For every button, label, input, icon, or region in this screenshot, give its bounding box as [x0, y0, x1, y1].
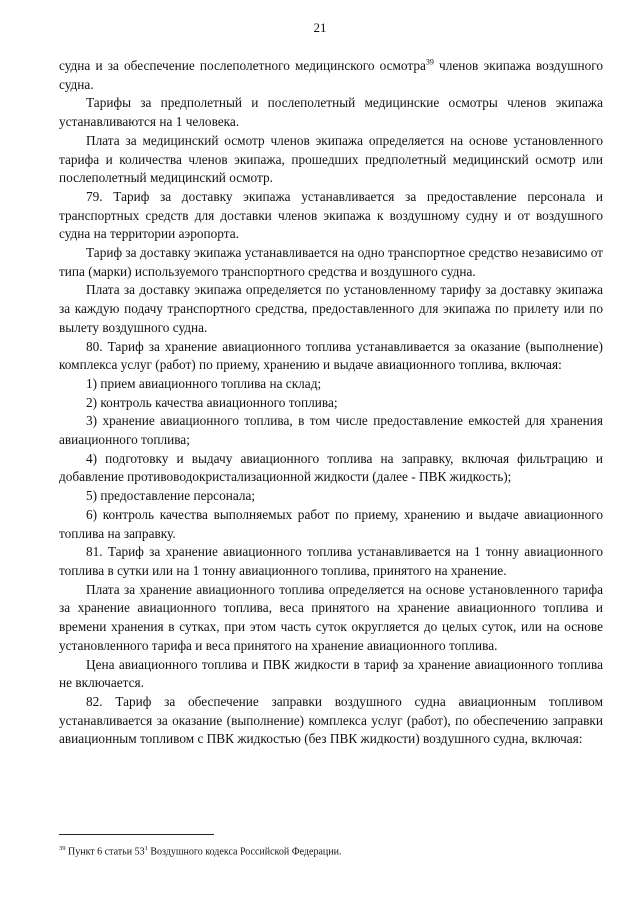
paragraph-item-79: 79. Тариф за доставку экипажа устанавливается за предоставление персонала и транспортных средств для доставки членов экипажа к воздушному судну и от воздушного судна на территории аэропорта. — [59, 188, 603, 242]
paragraph: Цена авиационного топлива и ПВК жидкости в тариф за хранение авиационного топлива не включается. — [59, 656, 603, 691]
footnote-text: Пункт 6 статьи 53 — [65, 846, 145, 858]
list-item: 5) предоставление персонала; — [86, 488, 256, 504]
body-text — [59, 57, 603, 749]
footnote-number: 39 — [59, 845, 66, 852]
paragraph-item-81: 81. Тариф за хранение авиационного топлива устанавливается на 1 тонну авиационного топлива в сутки или на 1 тонну авиационного топлива, принятого на хранение. — [59, 544, 603, 578]
footnote-article-superscript: 1 — [144, 845, 148, 852]
list-item: 3) хранение авиационного топлива, в том числе предоставление емкостей для хранения авиационного топлива; — [59, 413, 603, 448]
list-item: 1) прием авиационного топлива на склад; — [86, 375, 322, 391]
paragraph: Плата за медицинский осмотр членов экипажа определяется на основе установленного тарифа и количества членов экипажа, прошедших предполетный медицинский осмотр или послеполетный медицинский осмотр. — [59, 132, 603, 186]
list-item: 6) контроль качества выполняемых работ по приему, хранению и выдаче авиационного топлива на заправку. — [59, 506, 603, 541]
footnote-divider — [59, 834, 214, 835]
footnote — [59, 842, 603, 858]
paragraph: Тарифы за предполетный и послеполетный медицинские осмотры членов экипажа устанавливаются на 1 человека. — [59, 95, 603, 130]
paragraph-text: членов экипажа воздушного судна. — [59, 58, 603, 92]
list-item: 4) подготовку и выдачу авиационного топлива на заправку, включая фильтрацию и добавление противоводокристализационной жидкости (далее - ПВК жидкость); — [59, 450, 603, 485]
paragraph-item-80: 80. Тариф за хранение авиационного топлива устанавливается за оказание (выполнение) комплекса услуг (работ) по приему, хранению и выдаче авиационного топлива, включая: — [59, 338, 603, 373]
footnote-text: Воздушного кодекса Российской Федерации. — [147, 846, 342, 858]
paragraph: Тариф за доставку экипажа устанавливается на одно транспортное средство независимо от типа (марки) используемого транспортного средства и воздушного судна. — [59, 245, 603, 279]
paragraph: Плата за доставку экипажа определяется по установленному тарифу за доставку экипажа за каждую подачу транспортного средства, предоставленного для экипажа по прилету или по вылету воздушного судна. — [59, 282, 603, 335]
paragraph-item-82: 82. Тариф за обеспечение заправки воздушного судна авиационным топливом устанавливается за оказание (выполнение) комплекса услуг (работ), по обеспечению заправки авиационным топливом с ПВК жидкостью (без ПВК жидкости) воздушного судна, включая: — [59, 693, 603, 747]
paragraph: Плата за хранение авиационного топлива определяется на основе установленного тарифа за хранение авиационного топлива, веса принятого на хранение авиационного топлива и времени хранения в сутках, при этом часть суток округляется до целых суток, или на основе установленного тарифа и веса принятого на хранение авиационного топлива. — [59, 581, 603, 653]
paragraph-continued — [59, 57, 603, 94]
list-item: 2) контроль качества авиационного топлива; — [86, 394, 338, 410]
paragraph-text: судна и за обеспечение послеполетного медицинского осмотра — [59, 58, 426, 73]
footnote-reference[interactable]: 39 — [425, 57, 434, 67]
page-number: 21 — [313, 20, 327, 35]
